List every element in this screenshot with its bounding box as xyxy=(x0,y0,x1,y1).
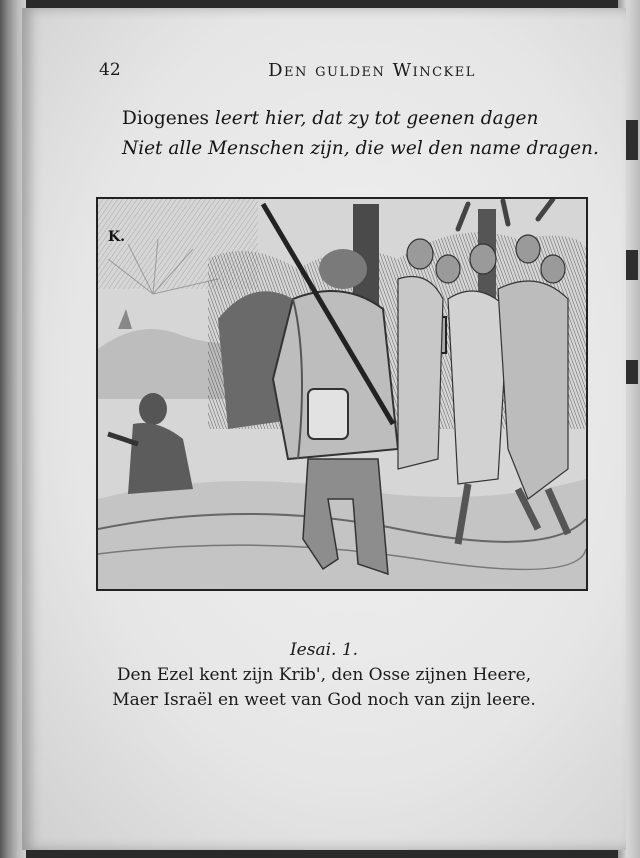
scripture-citation: Iesai. 1. xyxy=(289,640,359,660)
engraving-image xyxy=(98,199,586,589)
motto-line-1-rest: leert hier, dat zy tot geenen dagen xyxy=(209,108,539,129)
motto-line-2: Niet alle Menschen zijn, die wel den name dragen. xyxy=(122,138,599,159)
plate-letter: K. xyxy=(108,229,126,245)
engraving-illustration xyxy=(96,197,588,591)
page-number: 42 xyxy=(99,60,121,80)
motto-line-1 xyxy=(122,108,562,129)
motto-name: Diogenes xyxy=(122,108,210,129)
running-head: Den gulden Winckel xyxy=(268,60,476,81)
verse-line-2: Maer Israël en weet van God noch van zijn leere. xyxy=(112,690,536,710)
book-page xyxy=(22,8,626,850)
verse-line-1: Den Ezel kent zijn Krib', den Osse zijnen Heere, xyxy=(116,665,532,685)
